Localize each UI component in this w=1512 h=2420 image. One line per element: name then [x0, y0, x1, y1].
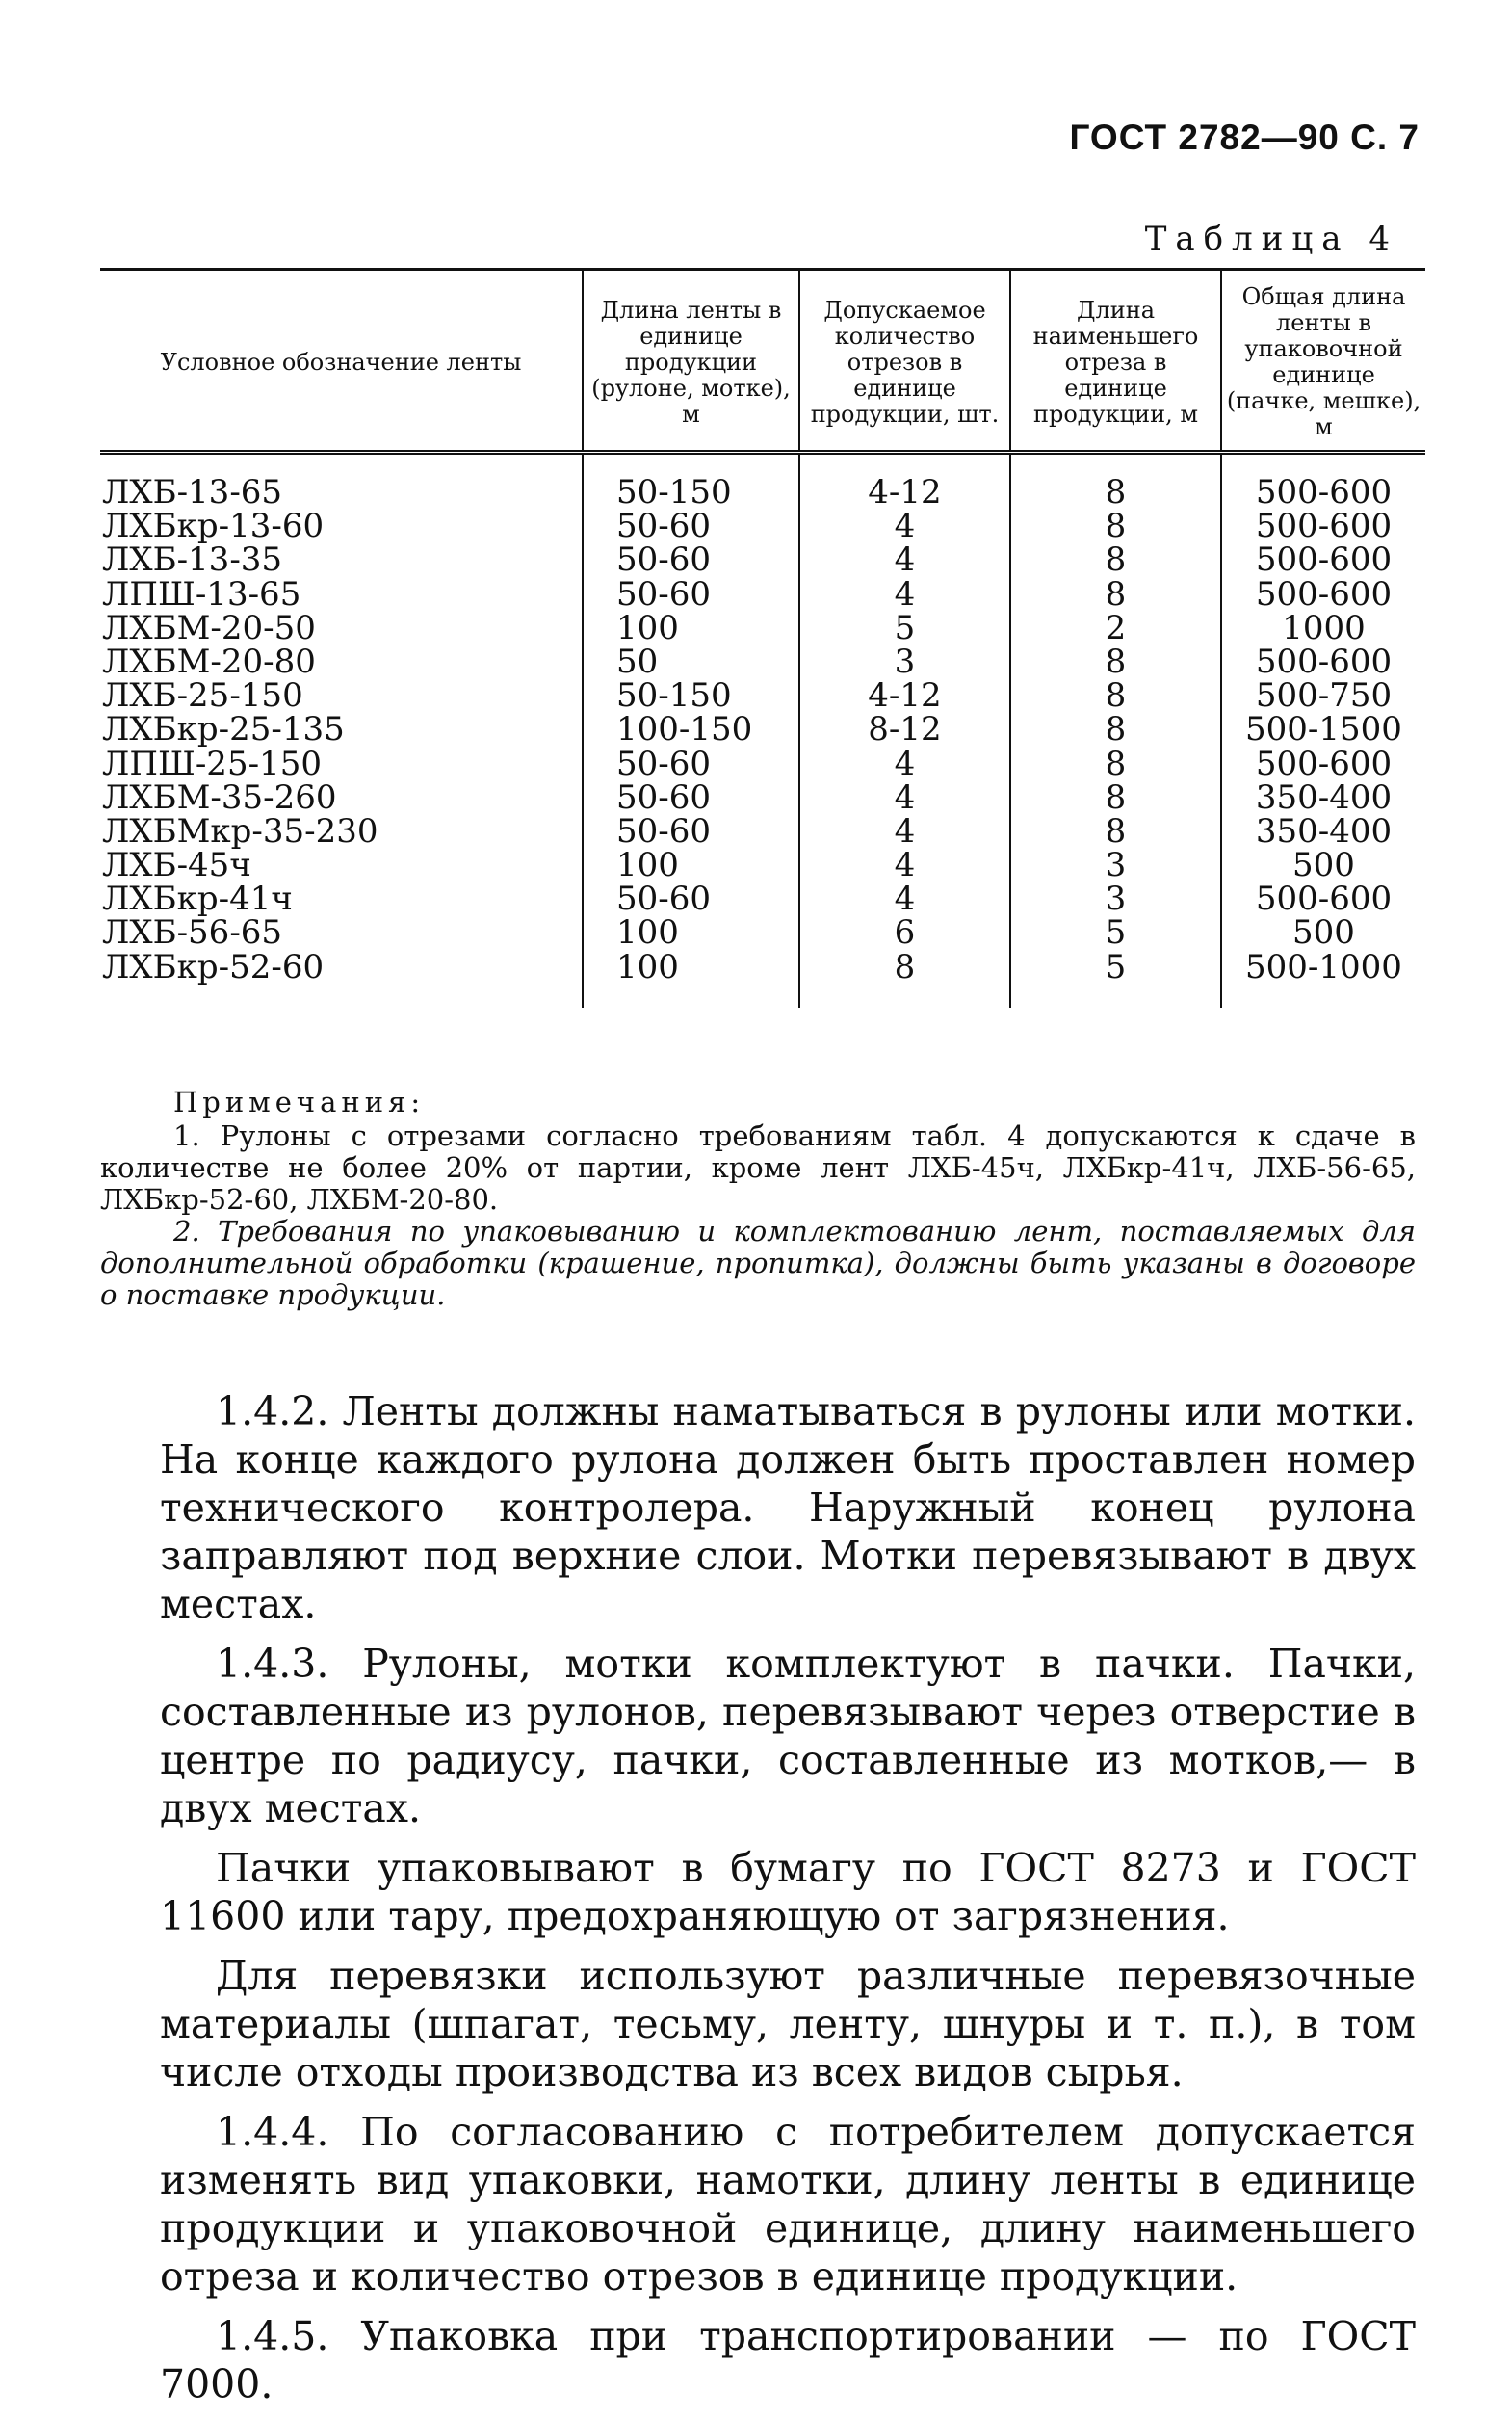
col-header-min-cut: Длина наименьшего отреза в единице продукции, м	[1010, 270, 1221, 453]
body-text	[160, 1387, 1416, 2420]
table-cell: 500-600	[1255, 473, 1393, 512]
table-cell: 8	[1105, 574, 1127, 614]
table-cell: ЛПШ-13-65	[102, 574, 301, 614]
table-cell: 4	[894, 540, 916, 580]
table-cell: 50-60	[616, 540, 712, 580]
table-cell: 500-600	[1255, 507, 1393, 546]
table-cell: ЛХБМ-20-80	[102, 642, 316, 681]
table-cell: 100	[616, 846, 679, 885]
table-cell: ЛХБМкр-35-230	[102, 811, 378, 851]
col-cut-count	[799, 453, 1010, 1008]
col-total-length	[1221, 453, 1425, 1008]
table-cell: 500-600	[1255, 744, 1393, 783]
table-cell: 500-600	[1255, 540, 1393, 580]
table-cell: ЛХБкр-52-60	[102, 947, 325, 986]
table-cell: 50-60	[616, 880, 712, 919]
table-cell: ЛХБкр-41ч	[102, 880, 293, 919]
table-cell: 3	[1105, 880, 1127, 919]
table-cell: 4	[894, 811, 916, 851]
table-cell: 8	[894, 947, 916, 986]
table-cell: 100-150	[616, 710, 753, 750]
table-cell: 8	[1105, 507, 1127, 546]
paragraph-packing: Пачки упаковывают в бумагу по ГОСТ 8273 и ГОСТ 11600 или тару, предохраняющую от загрязнения.	[160, 1845, 1416, 1939]
table-cell: 4-12	[868, 473, 942, 512]
paragraph-1-4-5: 1.4.5. Упаковка при транспортировании — по ГОСТ 7000.	[160, 2313, 1416, 2407]
table-body	[100, 453, 1425, 1008]
table-caption: Таблица 4	[1144, 220, 1398, 258]
col-designation	[100, 453, 583, 1008]
table-cell: ЛХБ-25-150	[102, 676, 303, 716]
table-cell: 8-12	[868, 710, 942, 750]
table-cell: ЛХБМ-35-260	[102, 777, 337, 817]
col-length	[583, 453, 799, 1008]
table-cell: 5	[1105, 947, 1127, 986]
note-1: 1. Рулоны с отрезами согласно требованиям табл. 4 допускаются к сдаче в количестве не более 20% от партии, кроме лент ЛХБ-45ч, ЛХБкр-41ч, ЛХБ-56-65, ЛХБкр-52-60, ЛХБМ-20-80.	[100, 1119, 1416, 1216]
paragraph-1-4-3: 1.4.3. Рулоны, мотки комплектуют в пачки. Пачки, составленные из рулонов, перевязывают через отверстие в центре по радиусу, пачки, составленные из мотков,— в двух местах.	[160, 1641, 1416, 1831]
table-cell: 500	[1292, 846, 1355, 885]
table-cell: 8	[1105, 473, 1127, 512]
page-header: ГОСТ 2782—90 С. 7	[1069, 118, 1420, 157]
table-cell: ЛХБМ-20-50	[102, 608, 316, 647]
table-cell: 100	[616, 913, 679, 953]
table-cell: 8	[1105, 540, 1127, 580]
table-cell: 500	[1292, 913, 1355, 953]
table-cell: 500-600	[1255, 642, 1393, 681]
table-cell: 50-150	[616, 676, 732, 716]
paragraph-1-4-2: 1.4.2. Ленты должны наматываться в рулоны или мотки. На конце каждого рулона должен быть проставлен номер технического контролера. Наружный конец рулона заправляют под верхние слои. Мотки перевязывают в двух местах.	[160, 1388, 1416, 1627]
table-cell: 100	[616, 608, 679, 647]
table-cell: 4	[894, 777, 916, 817]
table-cell: 4-12	[868, 676, 942, 716]
table-cell: 3	[894, 642, 916, 681]
table-cell: 2	[1105, 608, 1127, 647]
table-cell: 50-60	[616, 744, 712, 783]
table-cell: 4	[894, 846, 916, 885]
packaging-table	[100, 268, 1425, 1008]
notes-title: Примечания:	[173, 1086, 426, 1118]
col-header-designation: Условное обозначение ленты	[100, 270, 583, 453]
table-cell: 8	[1105, 710, 1127, 750]
table-cell: ЛХБ-13-35	[102, 540, 283, 580]
table-cell: 5	[894, 608, 916, 647]
table-cell: 8	[1105, 676, 1127, 716]
table-cell: ЛХБ-56-65	[102, 913, 283, 953]
table-cell: 8	[1105, 642, 1127, 681]
table-cell: 500-1000	[1245, 947, 1402, 986]
table-cell: 4	[894, 880, 916, 919]
table-cell: 50-60	[616, 777, 712, 817]
table-cell: 350-400	[1255, 777, 1393, 817]
paragraph-1-4-4: 1.4.4. По согласованию с потребителем допускается изменять вид упаковки, намотки, длину ленты в единице продукции и упаковочной единице, длину наименьшего отреза и количество отрезов в единице продукции.	[160, 2109, 1416, 2300]
table-cell: 50-60	[616, 507, 712, 546]
table-cell: ЛПШ-25-150	[102, 744, 322, 783]
table-cell: 6	[894, 913, 916, 953]
table-cell: 50-60	[616, 811, 712, 851]
table-cell: 8	[1105, 744, 1127, 783]
col-header-cut-count: Допускаемое количество отрезов в единице продукции, шт.	[799, 270, 1010, 453]
table-cell: 8	[1105, 811, 1127, 851]
table-cell: 350-400	[1255, 811, 1393, 851]
table-cell: 500-750	[1255, 676, 1393, 716]
table-cell: 500-600	[1255, 880, 1393, 919]
note-2: 2. Требования по упаковыванию и комплектованию лент, поставляемых для дополнительной обработки (крашение, пропитка), должны быть указаны в договоре о поставке продукции.	[100, 1215, 1416, 1311]
table-cell: 50-60	[616, 574, 712, 614]
table-cell: 1000	[1282, 608, 1366, 647]
table-cell: 500-1500	[1245, 710, 1402, 750]
table-cell: ЛХБкр-13-60	[102, 507, 325, 546]
table-cell: 4	[894, 507, 916, 546]
table-cell: 3	[1105, 846, 1127, 885]
table-cell: 5	[1105, 913, 1127, 953]
paragraph-tying: Для перевязки используют различные перевязочные материалы (шпагат, тесьму, ленту, шнуры и т. п.), в том числе отходы производства из всех видов сырья.	[160, 1953, 1416, 2095]
col-header-length: Длина ленты в единице продукции (рулоне, мотке), м	[583, 270, 799, 453]
col-min-cut	[1010, 453, 1221, 1008]
table-cell: 100	[616, 947, 679, 986]
table-cell: ЛХБ-45ч	[102, 846, 251, 885]
table-cell: 500-600	[1255, 574, 1393, 614]
table-cell: 50-150	[616, 473, 732, 512]
table-header-row	[100, 270, 1425, 453]
col-header-total-length: Общая длина ленты в упаковочной единице (пачке, мешке), м	[1221, 270, 1425, 453]
table-cell: ЛХБкр-25-135	[102, 710, 345, 750]
table-cell: 4	[894, 744, 916, 783]
table-cell: 8	[1105, 777, 1127, 817]
notes-section	[100, 1087, 1416, 1311]
table-cell: 50	[616, 642, 659, 681]
table-cell: ЛХБ-13-65	[102, 473, 283, 512]
table-cell: 4	[894, 574, 916, 614]
